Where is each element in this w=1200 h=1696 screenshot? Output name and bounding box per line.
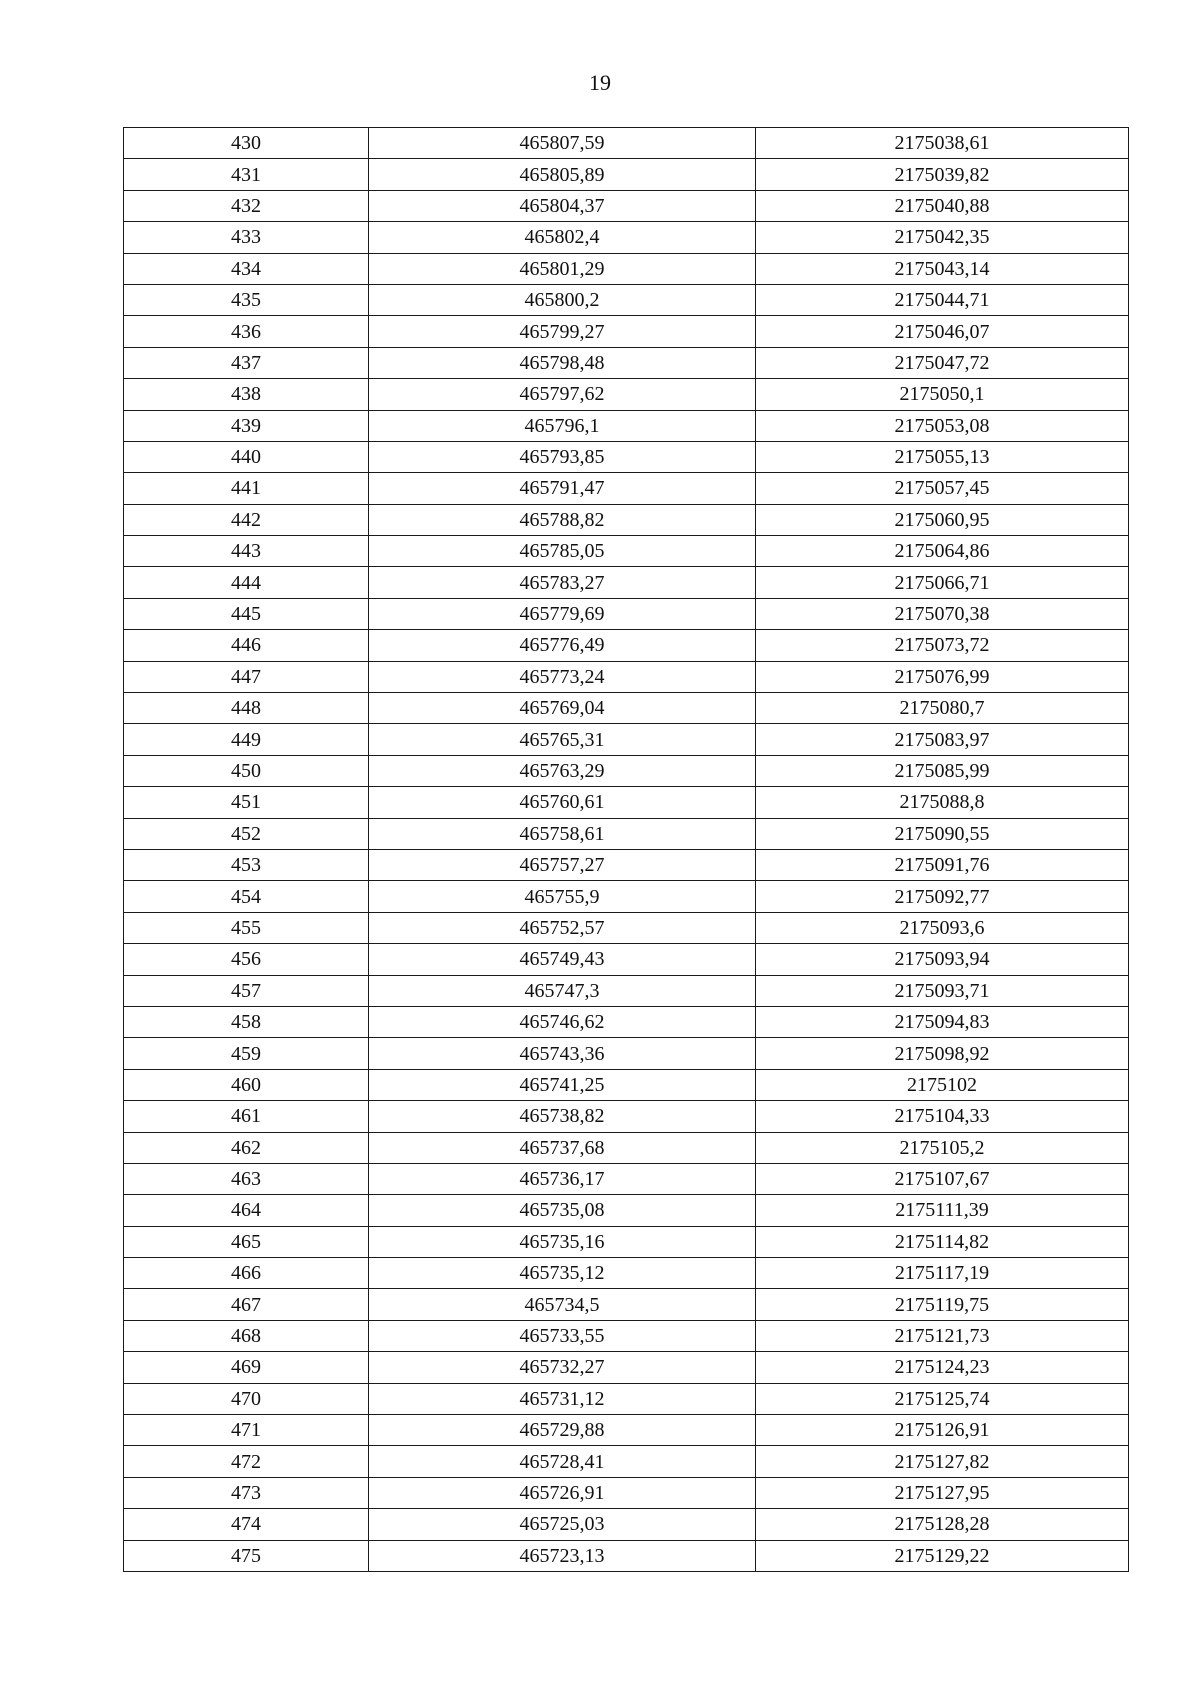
- point-number-cell: 463: [124, 1163, 369, 1194]
- y-coordinate-cell: 2175090,55: [756, 818, 1129, 849]
- point-number-cell: 445: [124, 598, 369, 629]
- y-coordinate-cell: 2175119,75: [756, 1289, 1129, 1320]
- x-coordinate-cell: 465779,69: [369, 598, 756, 629]
- point-number-cell: 434: [124, 253, 369, 284]
- y-coordinate-cell: 2175088,8: [756, 787, 1129, 818]
- point-number-cell: 446: [124, 630, 369, 661]
- x-coordinate-cell: 465746,62: [369, 1006, 756, 1037]
- x-coordinate-cell: 465805,89: [369, 159, 756, 190]
- table-row: [124, 630, 1129, 661]
- point-number-cell: 442: [124, 504, 369, 535]
- y-coordinate-cell: 2175117,19: [756, 1258, 1129, 1289]
- y-coordinate-cell: 2175121,73: [756, 1320, 1129, 1351]
- x-coordinate-cell: 465785,05: [369, 536, 756, 567]
- table-row: [124, 1446, 1129, 1477]
- point-number-cell: 471: [124, 1415, 369, 1446]
- x-coordinate-cell: 465729,88: [369, 1415, 756, 1446]
- y-coordinate-cell: 2175093,71: [756, 975, 1129, 1006]
- x-coordinate-cell: 465731,12: [369, 1383, 756, 1414]
- x-coordinate-cell: 465755,9: [369, 881, 756, 912]
- point-number-cell: 456: [124, 944, 369, 975]
- x-coordinate-cell: 465783,27: [369, 567, 756, 598]
- table-row: [124, 284, 1129, 315]
- x-coordinate-cell: 465765,31: [369, 724, 756, 755]
- table-row: [124, 379, 1129, 410]
- table-row: [124, 316, 1129, 347]
- y-coordinate-cell: 2175094,83: [756, 1006, 1129, 1037]
- point-number-cell: 450: [124, 755, 369, 786]
- y-coordinate-cell: 2175083,97: [756, 724, 1129, 755]
- y-coordinate-cell: 2175098,92: [756, 1038, 1129, 1069]
- point-number-cell: 469: [124, 1352, 369, 1383]
- x-coordinate-cell: 465763,29: [369, 755, 756, 786]
- y-coordinate-cell: 2175124,23: [756, 1352, 1129, 1383]
- point-number-cell: 451: [124, 787, 369, 818]
- table-row: [124, 881, 1129, 912]
- x-coordinate-cell: 465743,36: [369, 1038, 756, 1069]
- y-coordinate-cell: 2175080,7: [756, 693, 1129, 724]
- point-number-cell: 436: [124, 316, 369, 347]
- y-coordinate-cell: 2175125,74: [756, 1383, 1129, 1414]
- x-coordinate-cell: 465798,48: [369, 347, 756, 378]
- table-row: [124, 222, 1129, 253]
- point-number-cell: 470: [124, 1383, 369, 1414]
- point-number-cell: 464: [124, 1195, 369, 1226]
- coordinates-table-body: [124, 128, 1129, 1572]
- y-coordinate-cell: 2175070,38: [756, 598, 1129, 629]
- point-number-cell: 473: [124, 1477, 369, 1508]
- point-number-cell: 462: [124, 1132, 369, 1163]
- x-coordinate-cell: 465791,47: [369, 473, 756, 504]
- point-number-cell: 438: [124, 379, 369, 410]
- x-coordinate-cell: 465752,57: [369, 912, 756, 943]
- point-number-cell: 466: [124, 1258, 369, 1289]
- table-row: [124, 1509, 1129, 1540]
- x-coordinate-cell: 465801,29: [369, 253, 756, 284]
- y-coordinate-cell: 2175092,77: [756, 881, 1129, 912]
- point-number-cell: 475: [124, 1540, 369, 1571]
- table-row: [124, 1163, 1129, 1194]
- y-coordinate-cell: 2175107,67: [756, 1163, 1129, 1194]
- y-coordinate-cell: 2175105,2: [756, 1132, 1129, 1163]
- x-coordinate-cell: 465797,62: [369, 379, 756, 410]
- x-coordinate-cell: 465799,27: [369, 316, 756, 347]
- table-row: [124, 190, 1129, 221]
- x-coordinate-cell: 465735,16: [369, 1226, 756, 1257]
- y-coordinate-cell: 2175040,88: [756, 190, 1129, 221]
- point-number-cell: 452: [124, 818, 369, 849]
- point-number-cell: 465: [124, 1226, 369, 1257]
- y-coordinate-cell: 2175127,95: [756, 1477, 1129, 1508]
- table-row: [124, 1195, 1129, 1226]
- table-row: [124, 1352, 1129, 1383]
- y-coordinate-cell: 2175043,14: [756, 253, 1129, 284]
- x-coordinate-cell: 465735,12: [369, 1258, 756, 1289]
- table-row: [124, 1069, 1129, 1100]
- point-number-cell: 461: [124, 1101, 369, 1132]
- x-coordinate-cell: 465800,2: [369, 284, 756, 315]
- x-coordinate-cell: 465773,24: [369, 661, 756, 692]
- point-number-cell: 444: [124, 567, 369, 598]
- table-row: [124, 787, 1129, 818]
- x-coordinate-cell: 465760,61: [369, 787, 756, 818]
- y-coordinate-cell: 2175055,13: [756, 441, 1129, 472]
- point-number-cell: 439: [124, 410, 369, 441]
- y-coordinate-cell: 2175050,1: [756, 379, 1129, 410]
- table-row: [124, 1226, 1129, 1257]
- y-coordinate-cell: 2175102: [756, 1069, 1129, 1100]
- page-number: 19: [589, 70, 611, 95]
- point-number-cell: 437: [124, 347, 369, 378]
- table-row: [124, 567, 1129, 598]
- y-coordinate-cell: 2175093,6: [756, 912, 1129, 943]
- table-row: [124, 1006, 1129, 1037]
- table-row: [124, 912, 1129, 943]
- table-row: [124, 818, 1129, 849]
- y-coordinate-cell: 2175039,82: [756, 159, 1129, 190]
- x-coordinate-cell: 465738,82: [369, 1101, 756, 1132]
- y-coordinate-cell: 2175042,35: [756, 222, 1129, 253]
- point-number-cell: 432: [124, 190, 369, 221]
- point-number-cell: 453: [124, 849, 369, 880]
- point-number-cell: 435: [124, 284, 369, 315]
- point-number-cell: 458: [124, 1006, 369, 1037]
- y-coordinate-cell: 2175066,71: [756, 567, 1129, 598]
- x-coordinate-cell: 465757,27: [369, 849, 756, 880]
- y-coordinate-cell: 2175114,82: [756, 1226, 1129, 1257]
- table-row: [124, 128, 1129, 159]
- table-row: [124, 473, 1129, 504]
- y-coordinate-cell: 2175127,82: [756, 1446, 1129, 1477]
- point-number-cell: 443: [124, 536, 369, 567]
- table-row: [124, 536, 1129, 567]
- y-coordinate-cell: 2175126,91: [756, 1415, 1129, 1446]
- y-coordinate-cell: 2175076,99: [756, 661, 1129, 692]
- y-coordinate-cell: 2175073,72: [756, 630, 1129, 661]
- point-number-cell: 441: [124, 473, 369, 504]
- point-number-cell: 433: [124, 222, 369, 253]
- point-number-cell: 472: [124, 1446, 369, 1477]
- point-number-cell: 449: [124, 724, 369, 755]
- point-number-cell: 447: [124, 661, 369, 692]
- table-row: [124, 1101, 1129, 1132]
- x-coordinate-cell: 465793,85: [369, 441, 756, 472]
- y-coordinate-cell: 2175128,28: [756, 1509, 1129, 1540]
- x-coordinate-cell: 465769,04: [369, 693, 756, 724]
- x-coordinate-cell: 465737,68: [369, 1132, 756, 1163]
- x-coordinate-cell: 465728,41: [369, 1446, 756, 1477]
- table-row: [124, 410, 1129, 441]
- x-coordinate-cell: 465726,91: [369, 1477, 756, 1508]
- y-coordinate-cell: 2175044,71: [756, 284, 1129, 315]
- table-row: [124, 1132, 1129, 1163]
- table-row: [124, 724, 1129, 755]
- x-coordinate-cell: 465796,1: [369, 410, 756, 441]
- x-coordinate-cell: 465807,59: [369, 128, 756, 159]
- x-coordinate-cell: 465723,13: [369, 1540, 756, 1571]
- x-coordinate-cell: 465776,49: [369, 630, 756, 661]
- table-row: [124, 1540, 1129, 1571]
- x-coordinate-cell: 465733,55: [369, 1320, 756, 1351]
- x-coordinate-cell: 465804,37: [369, 190, 756, 221]
- x-coordinate-cell: 465758,61: [369, 818, 756, 849]
- y-coordinate-cell: 2175111,39: [756, 1195, 1129, 1226]
- point-number-cell: 457: [124, 975, 369, 1006]
- table-row: [124, 693, 1129, 724]
- table-row: [124, 1258, 1129, 1289]
- table-row: [124, 441, 1129, 472]
- table-row: [124, 661, 1129, 692]
- x-coordinate-cell: 465725,03: [369, 1509, 756, 1540]
- y-coordinate-cell: 2175047,72: [756, 347, 1129, 378]
- x-coordinate-cell: 465741,25: [369, 1069, 756, 1100]
- x-coordinate-cell: 465747,3: [369, 975, 756, 1006]
- table-row: [124, 1289, 1129, 1320]
- table-row: [124, 347, 1129, 378]
- x-coordinate-cell: 465732,27: [369, 1352, 756, 1383]
- x-coordinate-cell: 465749,43: [369, 944, 756, 975]
- table-row: [124, 253, 1129, 284]
- point-number-cell: 467: [124, 1289, 369, 1320]
- point-number-cell: 468: [124, 1320, 369, 1351]
- y-coordinate-cell: 2175104,33: [756, 1101, 1129, 1132]
- table-row: [124, 944, 1129, 975]
- table-row: [124, 849, 1129, 880]
- table-row: [124, 159, 1129, 190]
- point-number-cell: 440: [124, 441, 369, 472]
- table-row: [124, 975, 1129, 1006]
- table-row: [124, 1320, 1129, 1351]
- point-number-cell: 454: [124, 881, 369, 912]
- table-row: [124, 1477, 1129, 1508]
- table-row: [124, 1415, 1129, 1446]
- y-coordinate-cell: 2175038,61: [756, 128, 1129, 159]
- x-coordinate-cell: 465802,4: [369, 222, 756, 253]
- y-coordinate-cell: 2175046,07: [756, 316, 1129, 347]
- y-coordinate-cell: 2175060,95: [756, 504, 1129, 535]
- y-coordinate-cell: 2175064,86: [756, 536, 1129, 567]
- x-coordinate-cell: 465736,17: [369, 1163, 756, 1194]
- x-coordinate-cell: 465735,08: [369, 1195, 756, 1226]
- point-number-cell: 455: [124, 912, 369, 943]
- point-number-cell: 459: [124, 1038, 369, 1069]
- table-row: [124, 504, 1129, 535]
- y-coordinate-cell: 2175085,99: [756, 755, 1129, 786]
- y-coordinate-cell: 2175129,22: [756, 1540, 1129, 1571]
- table-row: [124, 1383, 1129, 1414]
- table-row: [124, 755, 1129, 786]
- y-coordinate-cell: 2175057,45: [756, 473, 1129, 504]
- point-number-cell: 430: [124, 128, 369, 159]
- table-row: [124, 598, 1129, 629]
- y-coordinate-cell: 2175053,08: [756, 410, 1129, 441]
- x-coordinate-cell: 465734,5: [369, 1289, 756, 1320]
- point-number-cell: 431: [124, 159, 369, 190]
- point-number-cell: 448: [124, 693, 369, 724]
- point-number-cell: 474: [124, 1509, 369, 1540]
- y-coordinate-cell: 2175093,94: [756, 944, 1129, 975]
- y-coordinate-cell: 2175091,76: [756, 849, 1129, 880]
- point-number-cell: 460: [124, 1069, 369, 1100]
- table-row: [124, 1038, 1129, 1069]
- x-coordinate-cell: 465788,82: [369, 504, 756, 535]
- coordinates-table: [123, 127, 1129, 1572]
